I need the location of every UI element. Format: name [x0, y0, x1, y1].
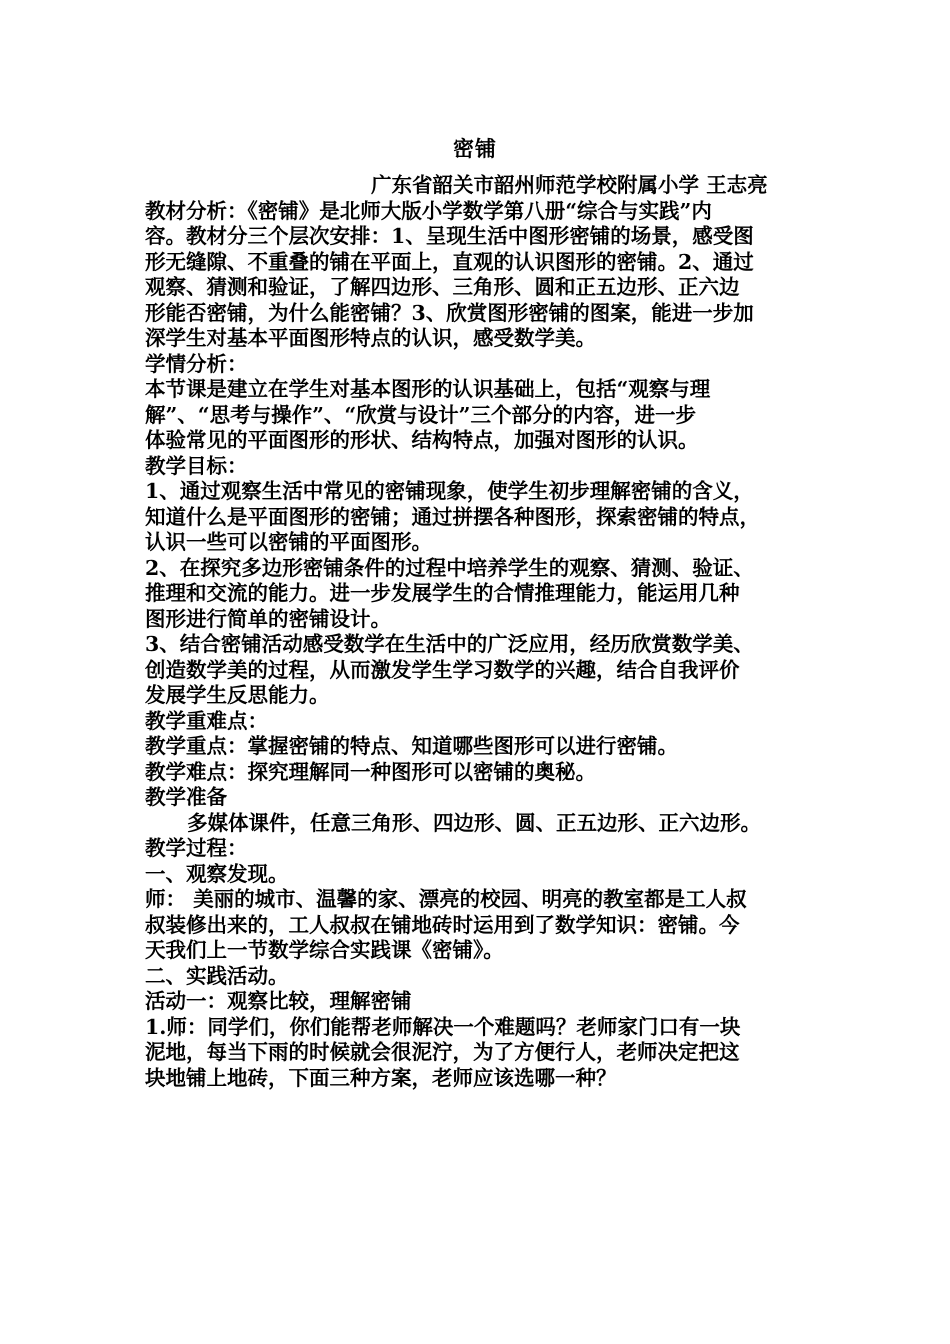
- text-line: 推理和交流的能力。进一步发展学生的合情推理能力，能运用几种: [145, 581, 740, 605]
- text-line: 块地铺上地砖，下面三种方案，老师应该选哪一种？: [145, 1065, 617, 1090]
- text-line: 体验常见的平面图形的形状、结构特点，加强对图形的认识。: [145, 428, 699, 452]
- text-line: 形无缝隙、不重叠的铺在平面上，直观的认识图形的密铺。2、通过: [145, 249, 754, 274]
- text-line: 教材分析：《密铺》是北师大版小学数学第八册“综合与实践”内: [145, 198, 712, 223]
- text-line: 3、结合密铺活动感受数学在生活中的广泛应用，经历欣赏数学美、: [145, 632, 754, 656]
- text-line: 形能否密铺，为什么能密铺？3、欣赏图形密铺的图案，能进一步加: [145, 300, 754, 325]
- section-heading: 学情分析：: [145, 351, 248, 376]
- author-line: 广东省韶关市韶州师范学校附属小学 王志亮: [371, 173, 768, 197]
- text-line: 解”、“思考与操作”、“欣赏与设计”三个部分的内容，进一步: [145, 402, 696, 427]
- text-line: 教学难点：探究理解同一种图形可以密铺的奥秘。: [145, 759, 596, 784]
- text-line: 深学生对基本平面图形特点的认识，感受数学美。: [145, 326, 596, 350]
- section-heading: 教学重难点：: [145, 708, 268, 733]
- text-line: 天我们上一节数学综合实践课《密铺》。: [145, 938, 504, 962]
- text-line: 观察、猜测和验证，了解四边形、三角形、圆和正五边形、正六边: [145, 275, 740, 299]
- text-line: 师： 美丽的城市、温馨的家、漂亮的校园、明亮的教室都是工人叔: [145, 887, 747, 911]
- text-line: 创造数学美的过程，从而激发学生学习数学的兴趣，结合自我评价: [145, 657, 740, 682]
- text-line: 知道什么是平面图形的密铺；通过拼摆各种图形，探索密铺的特点，: [145, 504, 760, 529]
- text-line: 容。教材分三个层次安排：1、呈现生活中图形密铺的场景，感受图: [145, 224, 754, 248]
- text-line: 本节课是建立在学生对基本图形的认识基础上，包括“观察与理: [145, 377, 711, 401]
- section-heading: 教学过程：: [145, 836, 248, 860]
- text-line: 叔装修出来的，工人叔叔在铺地砖时运用到了数学知识：密铺。今: [145, 912, 740, 937]
- document-title: 密铺: [453, 136, 497, 161]
- text-line: 认识一些可以密铺的平面图形。: [145, 530, 432, 554]
- text-line: 图形进行简单的密铺设计。: [145, 606, 391, 631]
- document-body: [145, 173, 825, 1091]
- text-line: 2、在探究多边形密铺条件的过程中培养学生的观察、猜测、验证、: [145, 555, 754, 580]
- text-line: 教学重点：掌握密铺的特点、知道哪些图形可以进行密铺。: [145, 734, 678, 758]
- section-heading: 教学目标：: [145, 453, 248, 478]
- text-line: 泥地，每当下雨的时候就会很泥泞，为了方便行人，老师决定把这: [145, 1040, 740, 1064]
- text-line: 多媒体课件，任意三角形、四边形、圆、正五边形、正六边形。: [187, 810, 761, 835]
- text-line: 二、实践活动。: [145, 963, 289, 988]
- text-line: 活动一：观察比较，理解密铺: [145, 989, 412, 1013]
- text-line: 一、观察发现。: [145, 861, 289, 886]
- text-line: 发展学生反思能力。: [145, 683, 330, 707]
- section-heading: 教学准备: [145, 785, 227, 809]
- text-line: 1、通过观察生活中常见的密铺现象，使学生初步理解密铺的含义，: [145, 479, 754, 503]
- text-line: 1.师：同学们，你们能帮老师解决一个难题吗？老师家门口有一块: [145, 1014, 741, 1039]
